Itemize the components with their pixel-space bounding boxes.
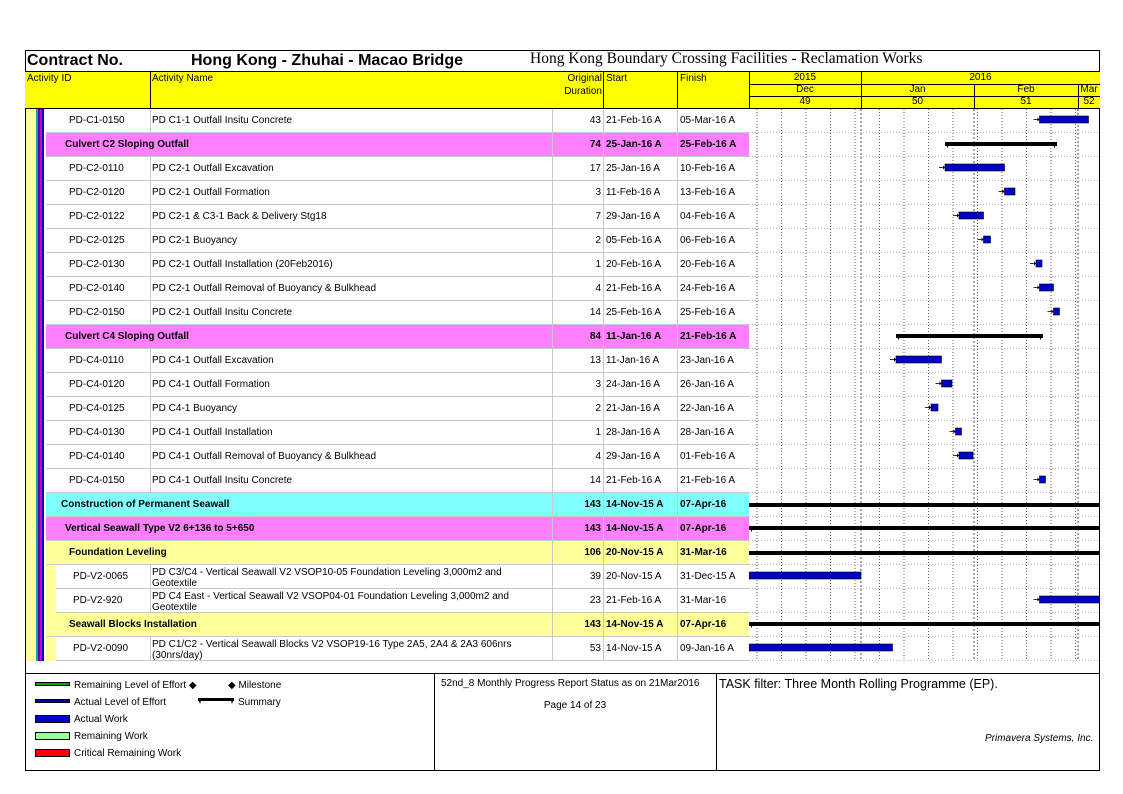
activity-name: PD C4-1 Buoyancy (152, 403, 238, 414)
start-date: 25-Jan-16 A (606, 163, 660, 174)
actual-work-bar (749, 572, 861, 579)
finish-date: 21-Feb-16 A (680, 331, 737, 342)
duration: 143 (584, 523, 601, 534)
report-status: 52nd_8 Monthly Progress Report Status as on 21Mar2016 (441, 678, 700, 689)
duration: 4 (595, 451, 601, 462)
legend-remaining-loe: Remaining Level of Effort ◆ (74, 680, 197, 691)
summary-bar (749, 503, 1100, 507)
start-date: 05-Feb-16 A (606, 235, 662, 246)
legend-actual-loe: Actual Level of Effort (74, 697, 167, 708)
duration: 4 (595, 283, 601, 294)
duration: 13 (589, 355, 601, 366)
table-row[interactable] (26, 589, 749, 613)
table-row[interactable] (26, 469, 749, 493)
group-name: Construction of Permanent Seawall (61, 499, 230, 510)
group-row[interactable] (26, 133, 749, 157)
activity-name: PD C1/C2 - Vertical Seawall Blocks V2 VSOP19-16 Type 2A5, 2A4 & 2A3 606nrs (30nrs/day) (152, 639, 512, 661)
group-row[interactable] (26, 493, 749, 517)
finish-date: 31-Mar-16 (680, 547, 727, 558)
start-date: 14-Nov-15 A (606, 499, 664, 510)
activity-name: PD C4-1 Outfall Formation (152, 379, 270, 390)
duration: 23 (589, 595, 601, 606)
start-date: 20-Nov-15 A (606, 571, 662, 582)
activity-id: PD-C1-0150 (69, 115, 125, 126)
activity-name: PD C4-1 Outfall Insitu Concrete (152, 475, 293, 486)
group-name: Foundation Leveling (69, 547, 167, 558)
activity-name: PD C2-1 Outfall Removal of Buoyancy & Bulkhead (152, 283, 376, 294)
actual-work-bar (1040, 476, 1046, 483)
col-duration-1[interactable]: Original (567, 73, 602, 84)
finish-date: 28-Jan-16 A (680, 427, 734, 438)
duration: 14 (589, 307, 601, 318)
start-date: 11-Jan-16 A (606, 331, 662, 342)
group-row[interactable] (26, 325, 749, 349)
table-row[interactable] (26, 349, 749, 373)
summary-bar (749, 622, 1100, 626)
group-name: Culvert C4 Sloping Outfall (65, 331, 189, 342)
table-row[interactable] (26, 637, 749, 661)
activity-name: PD C2-1 Outfall Installation (20Feb2016) (152, 259, 333, 270)
table-row[interactable] (26, 373, 749, 397)
activity-name: PD C2-1 Outfall Formation (152, 187, 270, 198)
link-arrow (1034, 262, 1036, 266)
software-credit: Primavera Systems, Inc. (985, 733, 1094, 744)
start-date: 25-Feb-16 A (606, 307, 662, 318)
activity-name: PD C2-1 Outfall Insitu Concrete (152, 307, 293, 318)
activity-id: PD-C2-0122 (69, 211, 125, 222)
finish-date: 13-Feb-16 A (680, 187, 736, 198)
table-row[interactable] (26, 109, 749, 133)
legend-swatch-actual-loe (35, 699, 70, 703)
project-subtitle: Hong Kong Boundary Crossing Facilities - Reclamation Works (530, 50, 923, 67)
duration: 7 (595, 211, 601, 222)
summary-bar (896, 334, 1043, 338)
finish-date: 10-Feb-16 A (680, 163, 736, 174)
table-row[interactable] (26, 205, 749, 229)
activity-id: PD-C2-0110 (69, 163, 124, 174)
link-arrow (1038, 118, 1040, 122)
table-row[interactable] (26, 181, 749, 205)
col-finish[interactable]: Finish (680, 73, 707, 84)
actual-work-bar (942, 380, 953, 387)
activity-name: PD C2-1 Buoyancy (152, 235, 238, 246)
finish-date: 07-Apr-16 (680, 619, 727, 630)
finish-date: 20-Feb-16 A (680, 259, 736, 270)
activity-id: PD-C2-0140 (69, 283, 125, 294)
activity-name: PD C4-1 Outfall Excavation (152, 355, 274, 366)
actual-work-bar (959, 452, 973, 459)
activity-id: PD-C2-0125 (69, 235, 125, 246)
actual-work-bar (896, 356, 942, 363)
group-name: Seawall Blocks Installation (69, 619, 197, 630)
contract-label: Contract No. (27, 52, 123, 69)
month-dec: Dec (796, 84, 814, 95)
legend-swatch-critical (35, 749, 70, 757)
finish-date: 25-Feb-16 A (680, 307, 736, 318)
duration: 3 (595, 187, 601, 198)
duration: 53 (589, 643, 601, 654)
duration: 143 (584, 619, 601, 630)
group-row[interactable] (26, 517, 749, 541)
legend-summary-icon (196, 697, 236, 707)
summary-bar (945, 142, 1057, 146)
month-mar: Mar (1080, 84, 1098, 95)
finish-date: 26-Jan-16 A (680, 379, 734, 390)
month-jan: Jan (909, 84, 926, 95)
finish-date: 22-Jan-16 A (680, 403, 734, 414)
actual-work-bar (1040, 284, 1054, 291)
table-row[interactable] (26, 229, 749, 253)
actual-work-bar (1040, 596, 1101, 603)
link-arrow (1038, 478, 1040, 482)
finish-date: 23-Jan-16 A (680, 355, 734, 366)
start-date: 21-Feb-16 A (606, 475, 662, 486)
activity-name: PD C4-1 Outfall Installation (152, 427, 273, 438)
activity-name: PD C1-1 Outfall Insitu Concrete (152, 115, 293, 126)
finish-date: 07-Apr-16 (680, 523, 727, 534)
legend-swatch-remaining-work (35, 732, 70, 740)
start-date: 21-Feb-16 A (606, 115, 662, 126)
table-row[interactable] (26, 397, 749, 421)
finish-date: 31-Mar-16 (680, 595, 727, 606)
activity-id: PD-V2-920 (73, 595, 123, 606)
duration: 143 (584, 499, 601, 510)
group-row[interactable] (26, 613, 749, 637)
actual-work-bar (956, 428, 962, 435)
finish-date: 09-Jan-16 A (680, 643, 734, 654)
activity-name: PD C4 East - Vertical Seawall V2 VSOP04-01 Foundation Leveling 3,000m2 and Geotextile (152, 591, 509, 613)
table-row[interactable] (26, 301, 749, 325)
start-date: 11-Jan-16 A (606, 355, 660, 366)
finish-date: 21-Feb-16 A (680, 475, 736, 486)
project-name: Hong Kong - Zhuhai - Macao Bridge (191, 52, 463, 69)
actual-work-bar (931, 404, 938, 411)
group-name: Vertical Seawall Type V2 6+136 to 5+650 (65, 523, 255, 534)
start-date: 14-Nov-15 A (606, 619, 664, 630)
col-start[interactable]: Start (606, 73, 628, 84)
duration: 3 (595, 379, 601, 390)
actual-work-bar (1005, 188, 1016, 195)
activity-name: PD C4-1 Outfall Removal of Buoyancy & Bulkhead (152, 451, 376, 462)
legend-actual-work: Actual Work (74, 714, 128, 725)
week-49: 49 (799, 96, 811, 107)
finish-date: 04-Feb-16 A (680, 211, 736, 222)
activity-id: PD-V2-0065 (73, 571, 129, 582)
activity-id: PD-C4-0150 (69, 475, 125, 486)
duration: 1 (595, 427, 601, 438)
start-date: 14-Nov-15 A (606, 523, 664, 534)
task-filter: TASK filter: Three Month Rolling Programme (EP). (719, 677, 998, 691)
summary-bar (749, 551, 1100, 555)
activity-id: PD-C4-0130 (69, 427, 125, 438)
table-row[interactable] (26, 565, 749, 589)
start-date: 25-Jan-16 A (606, 139, 662, 150)
gantt-chart (749, 109, 1100, 661)
start-date: 28-Jan-16 A (606, 427, 660, 438)
start-date: 29-Jan-16 A (606, 211, 660, 222)
duration: 14 (589, 475, 601, 486)
legend-swatch-remaining-loe (35, 682, 70, 686)
start-date: 20-Feb-16 A (606, 259, 662, 270)
duration: 74 (589, 139, 601, 150)
finish-date: 31-Dec-15 A (680, 571, 736, 582)
actual-work-bar (1054, 308, 1060, 315)
finish-date: 07-Apr-16 (680, 499, 727, 510)
table-row[interactable] (26, 445, 749, 469)
week-52: 52 (1083, 96, 1095, 107)
actual-work-bar (1040, 116, 1089, 123)
legend-milestone: ◆ Milestone (228, 680, 282, 691)
activity-id: PD-C4-0125 (69, 403, 125, 414)
col-activity-name[interactable]: Activity Name (152, 73, 214, 84)
duration: 43 (589, 115, 601, 126)
start-date: 21-Jan-16 A (606, 403, 660, 414)
finish-date: 25-Feb-16 A (680, 139, 737, 150)
page-number: Page 14 of 23 (543, 700, 607, 711)
activity-id: PD-C4-0140 (69, 451, 125, 462)
activity-name: PD C2-1 Outfall Excavation (152, 163, 274, 174)
start-date: 20-Nov-15 A (606, 547, 664, 558)
start-date: 24-Jan-16 A (606, 379, 660, 390)
link-arrow (1038, 598, 1040, 602)
group-row[interactable] (26, 541, 749, 565)
actual-work-bar (945, 164, 1005, 171)
link-arrow (1038, 286, 1040, 290)
actual-work-bar (1036, 260, 1042, 267)
start-date: 21-Feb-16 A (606, 283, 662, 294)
activity-name: PD C3/C4 - Vertical Seawall V2 VSOP10-05 Foundation Leveling 3,000m2 and Geotextile (152, 567, 502, 589)
summary-bar (749, 526, 1100, 530)
duration: 17 (589, 163, 601, 174)
activity-name: PD C2-1 & C3-1 Back & Delivery Stg18 (152, 211, 327, 222)
year-2016: 2016 (969, 72, 992, 83)
duration: 39 (589, 571, 601, 582)
start-date: 21-Feb-16 A (606, 595, 662, 606)
table-row[interactable] (26, 157, 749, 181)
start-date: 14-Nov-15 A (606, 643, 662, 654)
col-duration-2: Duration (564, 86, 602, 97)
link-arrow (1052, 310, 1054, 314)
actual-work-bar (984, 236, 991, 243)
legend-remaining-work: Remaining Work (74, 731, 148, 742)
table-row[interactable] (26, 421, 749, 445)
month-feb: Feb (1017, 84, 1035, 95)
duration: 2 (595, 235, 601, 246)
duration: 1 (595, 259, 601, 270)
duration: 2 (595, 403, 601, 414)
start-date: 29-Jan-16 A (606, 451, 660, 462)
finish-date: 06-Feb-16 A (680, 235, 736, 246)
actual-work-bar (959, 212, 984, 219)
finish-date: 24-Feb-16 A (680, 283, 736, 294)
group-name: Culvert C2 Sloping Outfall (65, 139, 189, 150)
actual-work-bar (749, 644, 893, 651)
activity-id: PD-C2-0120 (69, 187, 125, 198)
legend-summary: Summary (238, 697, 281, 708)
duration: 106 (584, 547, 601, 558)
week-51: 51 (1020, 96, 1032, 107)
year-2015: 2015 (793, 72, 817, 83)
legend-swatch-actual-work (35, 715, 70, 723)
week-50: 50 (911, 96, 924, 107)
table-row[interactable] (26, 277, 749, 301)
activity-id: PD-C4-0110 (69, 355, 124, 366)
finish-date: 05-Mar-16 A (680, 115, 736, 126)
start-date: 11-Feb-16 A (606, 187, 661, 198)
activity-id: PD-C2-0130 (69, 259, 125, 270)
finish-date: 01-Feb-16 A (680, 451, 736, 462)
col-activity-id[interactable]: Activity ID (27, 73, 72, 84)
activity-id: PD-C4-0120 (69, 379, 125, 390)
activity-id: PD-V2-0090 (73, 643, 129, 654)
duration: 84 (589, 331, 601, 342)
activity-id: PD-C2-0150 (69, 307, 125, 318)
legend-critical-remaining: Critical Remaining Work (74, 748, 182, 759)
table-row[interactable] (26, 253, 749, 277)
